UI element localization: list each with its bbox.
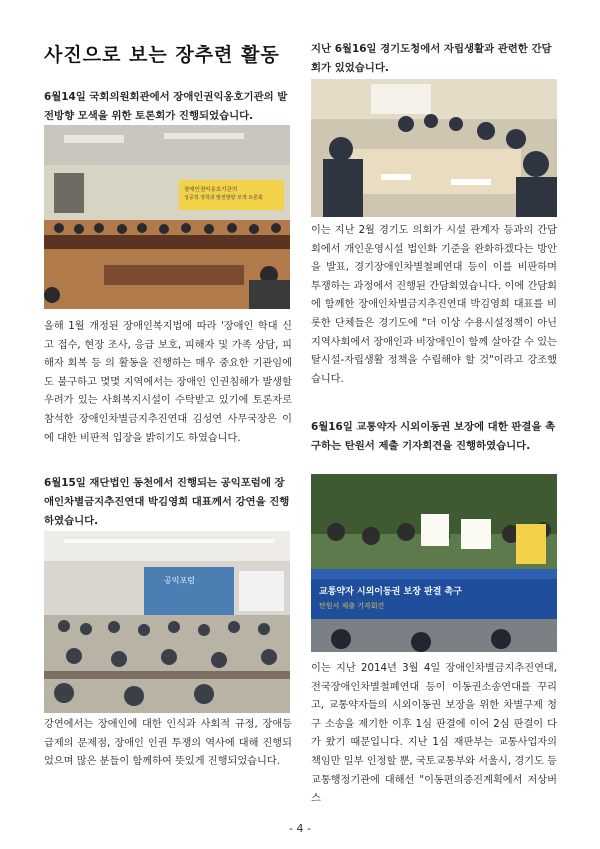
- meeting-photo: [311, 79, 557, 217]
- item3-headline: 지난 6월16일 경기도청에서 자립생활과 관련한 간담회가 있었습니다.: [311, 43, 552, 74]
- page-title: 사진으로 보는 장추련 활동: [44, 44, 280, 66]
- item2-body: 강연에서는 장애인에 대한 인식과 사회적 규정, 장애등급제의 문제점, 장애인 인권 투쟁의 역사에 대해 진행되었으며 많은 분들이 함께하여 뜻있게 진행되었습니다.: [44, 719, 292, 768]
- forum-photo: [44, 125, 290, 309]
- item1-body: 올해 1월 개정된 장애인복지법에 따라 '장애인 학대 신고 접수, 현장 조사, 응급 보호, 피해자 및 가족 상담, 피해자 회복 등 의 활동을 진행하는 매우 중요한 기관임에도 불구하고 몇몇 지역에서는 장애인 인권침해가 발생할 우려가 있는 사회복지시설이 수탁받고 있기에 토론자로 참석한 장애인차별금지추진연대 김성연 사무국장은 이에 대한 비판적 입장을 밝히기도 하였습니다.: [44, 321, 292, 444]
- svg-text:탄원서 제출 기자회견: 탄원서 제출 기자회견: [319, 602, 385, 610]
- item1-headline: 6월14일 국회의원회관에서 장애인권익옹호기관의 발전방향 모색을 위한 토론회가 진행되었습니다.: [44, 91, 288, 122]
- press-banner-text: 교통약자 시외이동권 보장 판결 촉구: [319, 587, 462, 597]
- lecture-screen-text: 공익포럼: [164, 576, 195, 585]
- item3-body: 이는 지난 2월 경기도 의회가 시설 관계자 등과의 간담회에서 개인운영시설 법인화 기준을 완화하겠다는 방안을 발표, 경기장애인차별철폐연대 등이 이를 비판하며 투쟁하는 과정에서 진행된 간담회였습니다. 이에 간담회에 함께한 장애인차별금지추진연대 박김영희 대표를 비롯한 단체들은 경기도에 "더 이상 수용시설정책이 아닌 지역사회에서 장애인과 비장애인이 함께 살아갈 수 있는 탈시설-자립생활 정책을 수립해야 할 것"이라고 강조했습니다.: [311, 225, 557, 385]
- item2-headline: 6월15일 재단법인 동천에서 진행되는 공익포럼에 장애인차별금지추진연대 박김영희 대표께서 강연을 진행하였습니다.: [44, 477, 290, 527]
- forum-banner-text: 장애인권익옹호기관의: [184, 187, 238, 193]
- svg-text:성공적 정착과 발전방향 모색 토론회: 성공적 정착과 발전방향 모색 토론회: [184, 195, 263, 201]
- press-conference-photo: [311, 474, 557, 652]
- lecture-photo: [44, 531, 290, 713]
- item4-headline: 6월16일 교통약자 시외이동권 보장에 대한 판결을 촉구하는 탄원서 제출 기자회견을 진행하였습니다.: [311, 421, 556, 452]
- page-number: - 4 -: [289, 822, 311, 835]
- item4-body: 이는 지난 2014년 3월 4일 장애인차별금지추진연대, 전국장애인차별철폐연대 등이 이동권소송연대를 꾸리고, 교통약자들의 시외이동권 보장을 위한 차별구제 청구 소송을 제기한 이후 1심 판결에 이어 2심 판결이 다가 왔기 때문입니다. 지난 1심 재판부는 교통사업자의 책임만 일부 인정할 뿐, 국토교통부와 서울시, 경기도 등 교통행정기관에 대해선 "이동편의증진계획에서 저상버스: [311, 663, 557, 805]
